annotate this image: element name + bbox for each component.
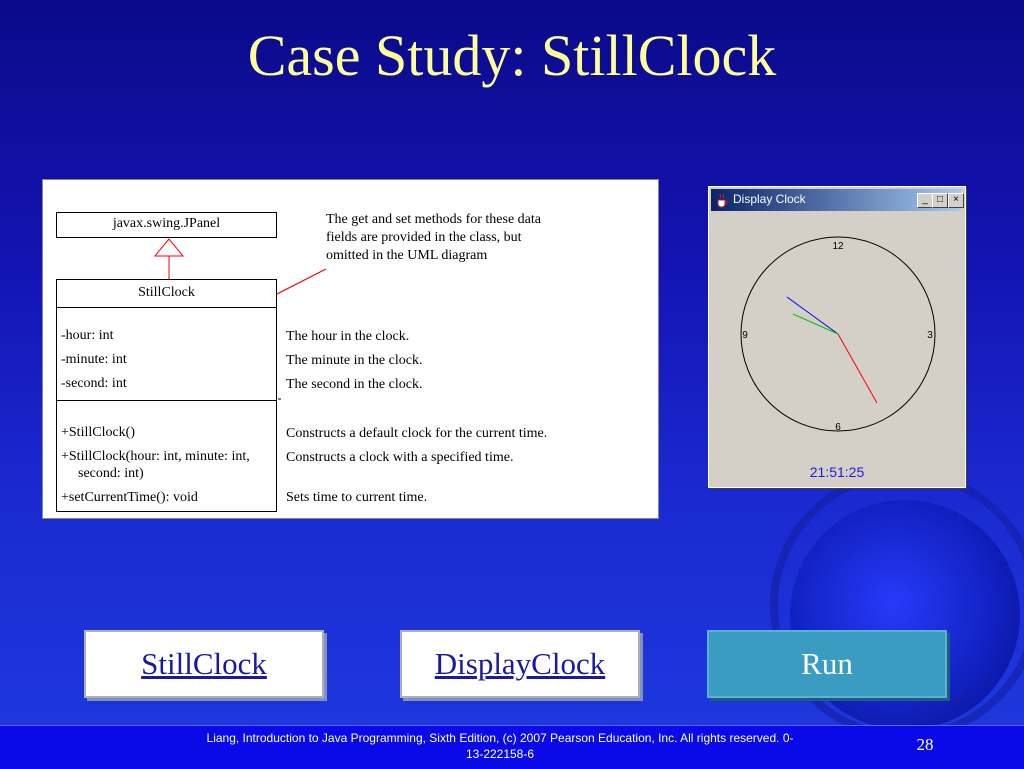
desc-second: The second in the clock. — [286, 377, 423, 392]
method-set-current-time: +setCurrentTime(): void — [61, 490, 198, 505]
uml-diagram — [42, 179, 659, 519]
page-number: 28 — [916, 735, 934, 754]
superclass-label: javax.swing.JPanel — [112, 216, 221, 231]
desc-set-current-time: Sets time to current time. — [286, 490, 428, 505]
uml-note — [326, 211, 541, 265]
note-line-1: The get and set methods for these data — [326, 212, 541, 227]
dial-12: 12 — [832, 241, 844, 252]
class-name: StillClock — [138, 285, 195, 300]
run-button-label: Run — [801, 646, 853, 681]
digital-time: 21:51:25 — [809, 464, 865, 480]
class-box — [56, 279, 277, 512]
slide-footer — [0, 725, 1024, 769]
stillclock-link-label[interactable]: StillClock — [141, 646, 267, 681]
maximize-icon[interactable]: □ — [932, 193, 948, 208]
field-hour: -hour: int — [61, 328, 114, 343]
note-line-2: fields are provided in the class, but — [326, 230, 522, 245]
run-button[interactable] — [707, 630, 947, 698]
close-icon[interactable]: × — [948, 193, 964, 208]
class-divider — [57, 307, 276, 308]
dial-3: 3 — [927, 330, 933, 341]
stillclock-link-button[interactable] — [84, 630, 324, 698]
desc-param-constructor: Constructs a clock with a specified time. — [286, 450, 514, 465]
method-param-constructor: +StillClock(hour: int, minute: int, — [61, 449, 250, 464]
analog-clock — [709, 187, 965, 487]
desc-hour: The hour in the clock. — [286, 329, 410, 344]
display-clock-window[interactable] — [708, 186, 966, 488]
slide-title: Case Study: StillClock — [247, 23, 777, 88]
method-param-constructor-cont: second: int) — [78, 466, 144, 481]
copyright-text: Liang, Introduction to Java Programming, Sixth Edition, (c) 2007 Pearson Education, Inc. All rights reserved. 0-13-222158-6 — [206, 731, 794, 761]
desc-minute: The minute in the clock. — [286, 353, 423, 368]
fields-divider — [57, 400, 276, 401]
dial-6: 6 — [835, 422, 841, 433]
window-title: Display Clock — [733, 192, 806, 206]
desc-default-constructor: Constructs a default clock for the current time. — [286, 426, 548, 441]
displayclock-link-button[interactable] — [400, 630, 640, 698]
note-line-3: omitted in the UML diagram — [326, 248, 488, 263]
field-second: -second: int — [61, 376, 127, 391]
field-minute: -minute: int — [61, 352, 127, 367]
displayclock-link-label[interactable]: DisplayClock — [434, 646, 606, 681]
method-default-constructor: +StillClock() — [61, 425, 136, 440]
minimize-icon[interactable]: _ — [917, 193, 933, 208]
dial-9: 9 — [742, 330, 748, 341]
